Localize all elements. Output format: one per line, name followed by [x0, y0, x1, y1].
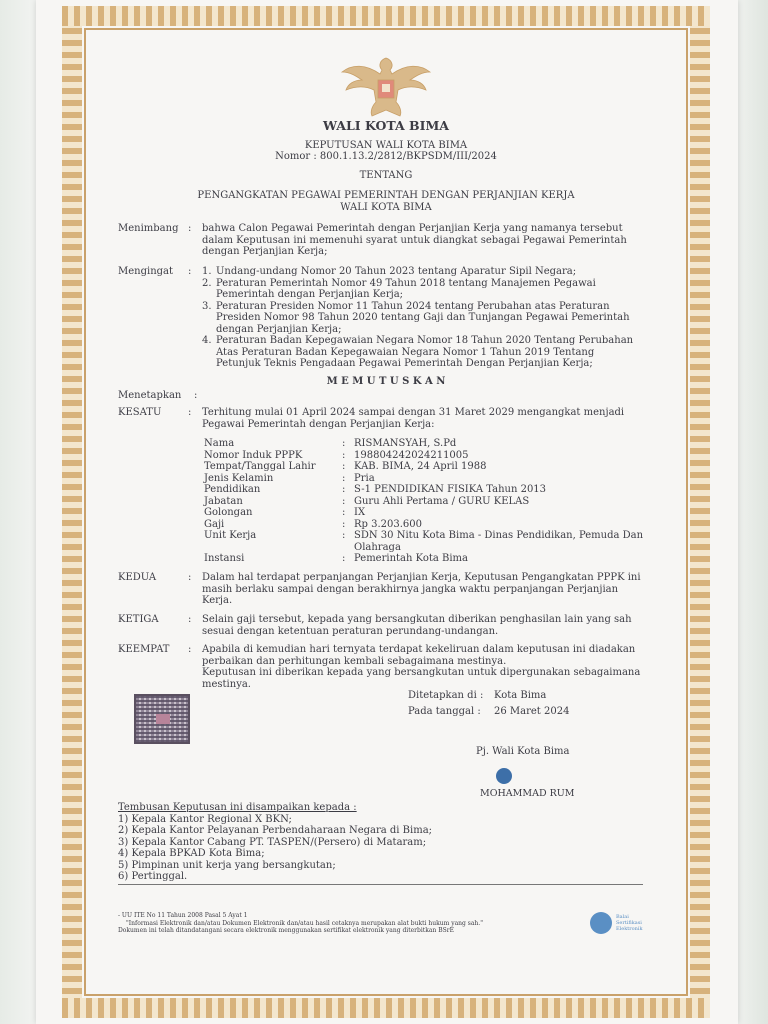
footer-line-2: "Informasi Elektronik dan/atau Dokumen Elektronik dan/atau hasil cetaknya merupakan alat bukti hukum yang sah." [126, 919, 483, 927]
ditetapkan-row [408, 690, 648, 702]
colon: : [188, 223, 192, 234]
item-text: Peraturan Presiden Nomor 11 Tahun 2024 tentang Perubahan atas Peraturan Presiden Nomor 98 Tahun 2020 tentang Gaji dan Tunjangan Pegawai Pemerintah dengan Perjanjian Kerja; [216, 300, 630, 335]
digital-signature-icon [496, 768, 512, 784]
colon: : [342, 472, 346, 484]
ditetapkan-label: Ditetapkan di : [408, 690, 484, 701]
decree-number: Nomor : 800.1.13.2/2812/BKPSDM/III/2024 [275, 151, 497, 162]
menetapkan-label: Menetapkan [118, 390, 182, 401]
colon: : [342, 518, 346, 530]
menimbang-text: bahwa Calon Pegawai Pemerintah dengan Perjanjian Kerja yang namanya tersebut dalam Keputusan ini memenuhi syarat untuk diangkat sebagai Pegawai Pemerintah dengan Perjanjian Kerja; [202, 223, 627, 257]
colon: : [194, 390, 198, 401]
identity-value: KAB. BIMA, 24 April 1988 [354, 461, 487, 472]
colon: : [342, 530, 346, 541]
ketiga-label: KETIGA [118, 614, 159, 625]
identity-table [204, 438, 644, 565]
tembusan-item: 4) Kepala BPKAD Kota Bima; [118, 848, 265, 859]
menimbang-label: Menimbang [118, 223, 179, 234]
item-number: 4. [202, 335, 212, 346]
keempat-text-2: Keputusan ini diberikan kepada yang bersangkutan untuk dipergunakan sebagaimana mestinya. [202, 667, 641, 690]
identity-key: Gaji [204, 518, 225, 530]
kedua-label: KEDUA [118, 572, 157, 583]
identity-key: Nama [204, 438, 235, 449]
identity-value: 198804242024211005 [354, 449, 469, 461]
tanggal-label: Pada tanggal : [408, 706, 481, 717]
footer-notes [118, 912, 588, 935]
qr-code-icon [134, 694, 190, 744]
colon: : [188, 572, 192, 583]
tembusan-item: 3) Kepala Kantor Cabang PT. TASPEN/(Persero) di Mataram; [118, 836, 427, 848]
garuda-emblem-icon [336, 50, 436, 120]
keempat-label: KEEMPAT [118, 644, 170, 655]
memutuskan-heading: M E M U T U S K A N [326, 376, 446, 387]
header-subtitle: KEPUTUSAN WALI KOTA BIMA [304, 140, 468, 151]
tembusan-section [118, 802, 643, 883]
identity-row [204, 450, 644, 462]
tembusan-item: 2) Kepala Kantor Pelayanan Perbendaharaan Negara di Bima; [118, 825, 433, 836]
bsre-logo-text: Balai Sertifikasi Elektronik [616, 914, 643, 932]
colon: : [342, 449, 346, 461]
keempat-text [202, 644, 642, 690]
identity-row [204, 484, 644, 496]
identity-value: IX [354, 507, 366, 518]
identity-key: Nomor Induk PPPK [204, 449, 303, 461]
identity-key: Jabatan [204, 495, 243, 507]
identity-row [204, 507, 644, 519]
identity-value: Rp 3.203.600 [354, 518, 423, 530]
mengingat-item [202, 266, 642, 278]
keempat-text-1: Apabila di kemudian hari ternyata terdapat kekeliruan dalam keputusan ini diadakan perbaikan dan perhitungan kembali sebagaimana mestinya. [202, 644, 636, 667]
identity-value: S-1 PENDIDIKAN FISIKA Tahun 2013 [354, 484, 547, 495]
identity-row [204, 438, 644, 450]
identity-key: Instansi [204, 553, 245, 564]
tembusan-item: 6) Pertinggal. [118, 871, 188, 882]
item-number: 1. [202, 266, 212, 277]
mengingat-list [202, 266, 642, 370]
bsre-logo-icon [590, 912, 612, 934]
identity-row [204, 530, 644, 553]
header-title: WALI KOTA BIMA [323, 118, 449, 133]
kesatu-label: KESATU [118, 407, 162, 418]
colon: : [188, 644, 192, 655]
identity-row [204, 461, 644, 473]
kedua-text: Dalam hal terdapat perpanjangan Perjanjian Kerja, Keputusan Pengangkatan PPPK ini masih berlaku sampai dengan berakhirnya jangka waktu perpanjangan Perjanjian Kerja. [202, 572, 641, 606]
tentang-heading: TENTANG [359, 170, 413, 181]
tembusan-title: Tembusan Keputusan ini disampaikan kepada : [118, 802, 357, 813]
colon: : [342, 438, 346, 449]
tanggal-value: 26 Maret 2024 [494, 706, 570, 717]
identity-value: RISMANSYAH, S.Pd [354, 438, 457, 449]
tembusan-item: 5) Pimpinan unit kerja yang bersangkutan; [118, 859, 336, 871]
colon: : [342, 553, 346, 564]
perihal-line-1: PENGANGKATAN PEGAWAI PEMERINTAH DENGAN PERJANJIAN KERJA [197, 190, 575, 201]
mengingat-label: Mengingat [118, 266, 174, 277]
mengingat-item [202, 301, 642, 336]
identity-row [204, 473, 644, 485]
footer-line-3: Dokumen ini telah ditandatangani secara elektronik menggunakan sertifikat elektronik yang diterbitkan BSrE [118, 927, 454, 934]
colon: : [188, 266, 192, 277]
identity-key: Jenis Kelamin [204, 472, 274, 484]
identity-value: SDN 30 Nitu Kota Bima - Dinas Pendidikan, Pemuda Dan Olahraga [354, 530, 644, 553]
item-number: 3. [202, 300, 212, 312]
item-number: 2. [202, 277, 212, 289]
identity-value: Pria [354, 472, 375, 484]
identity-key: Tempat/Tanggal Lahir [204, 461, 316, 472]
identity-key: Unit Kerja [204, 530, 257, 541]
colon: : [342, 507, 346, 518]
mengingat-item [202, 335, 642, 370]
identity-row [204, 553, 644, 565]
tanggal-row [408, 706, 648, 718]
colon: : [342, 484, 346, 495]
colon: : [188, 614, 192, 625]
ditetapkan-value: Kota Bima [494, 690, 547, 701]
mengingat-item [202, 278, 642, 301]
colon: : [342, 461, 346, 472]
item-text: Undang-undang Nomor 20 Tahun 2023 tentang Aparatur Sipil Negara; [216, 266, 577, 277]
item-text: Peraturan Pemerintah Nomor 49 Tahun 2018 tentang Manajemen Pegawai Pemerintah dengan Perjanjian Kerja; [216, 277, 596, 300]
identity-key: Golongan [204, 507, 253, 518]
perihal-line-2: WALI KOTA BIMA [340, 202, 432, 213]
identity-value: Pemerintah Kota Bima [354, 553, 468, 564]
footer-line-1: - UU ITE No 11 Tahun 2008 Pasal 5 Ayat 1 [118, 912, 248, 919]
colon: : [188, 407, 192, 418]
identity-row [204, 496, 644, 508]
kesatu-text: Terhitung mulai 01 April 2024 sampai dengan 31 Maret 2029 mengangkat menjadi Pegawai Pemerintah dengan Perjanjian Kerja: [202, 407, 625, 430]
ketiga-text: Selain gaji tersebut, kepada yang bersangkutan diberikan penghasilan lain yang sah sesuai dengan ketentuan peraturan perundang-undangan. [202, 614, 632, 637]
colon: : [342, 495, 346, 507]
divider [118, 884, 643, 885]
item-text: Peraturan Badan Kepegawaian Negara Nomor 18 Tahun 2020 Tentang Perubahan Atas Peraturan Badan Kepegawaian Negara Nomor 1 Tahun 2019 Tentang Petunjuk Teknis Pengadaan Pegawai Pemerintah Dengan Perjanjian Kerja; [216, 335, 634, 369]
tembusan-item: 1) Kepala Kantor Regional X BKN; [118, 813, 292, 825]
identity-key: Pendidikan [204, 484, 261, 495]
identity-row [204, 519, 644, 531]
signer-name: MOHAMMAD RUM [480, 788, 575, 799]
identity-value: Guru Ahli Pertama / GURU KELAS [354, 495, 530, 507]
signer-position: Pj. Wali Kota Bima [476, 746, 570, 757]
